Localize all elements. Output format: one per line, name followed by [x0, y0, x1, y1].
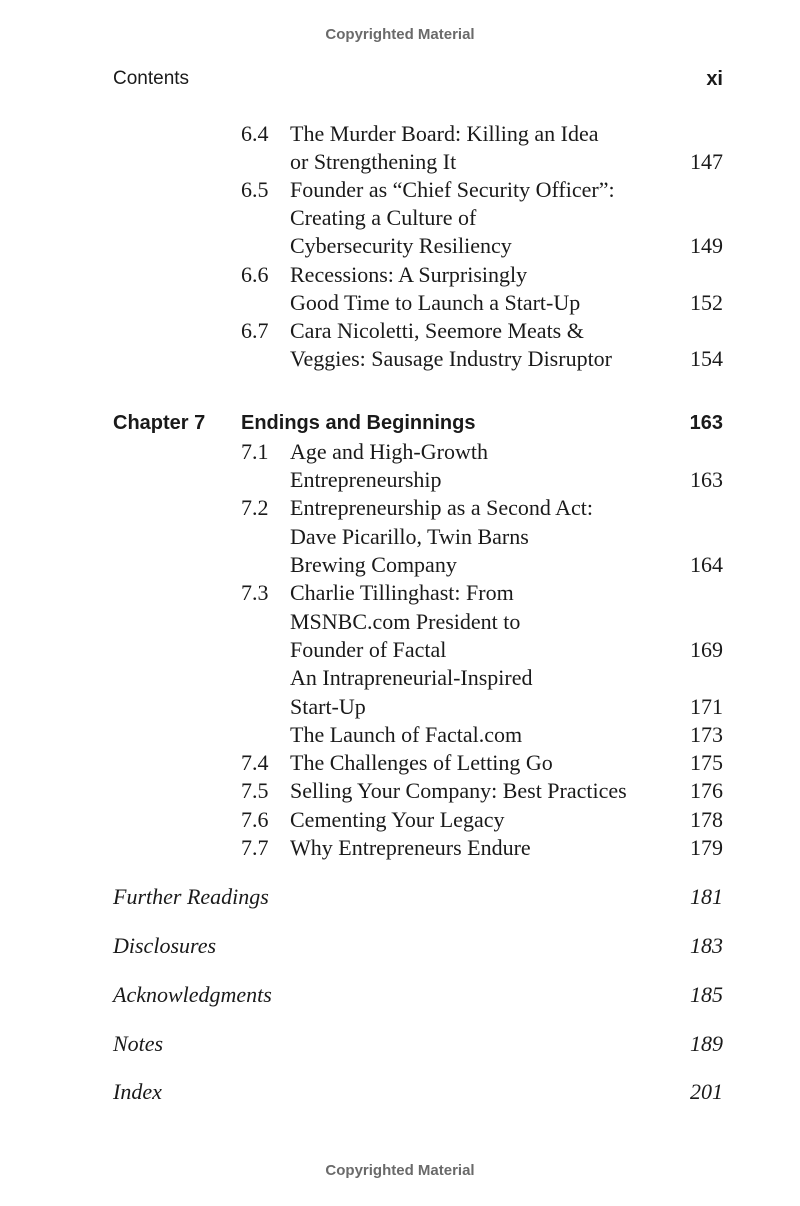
section-number: 6.7	[241, 318, 269, 343]
copyright-banner-bottom: Copyrighted Material	[325, 1162, 475, 1179]
section-number: 7.2	[241, 495, 269, 520]
back-matter-title: Notes	[113, 1031, 164, 1056]
section-number: 6.6	[241, 262, 269, 287]
section-title-cont: Cybersecurity Resiliency	[290, 233, 512, 258]
page-number: 164	[690, 552, 723, 577]
page-number: 173	[690, 722, 723, 747]
toc-entry-7-3-cont[interactable]	[113, 608, 723, 636]
back-matter-title: Disclosures	[113, 933, 217, 958]
section-title-cont: Brewing Company	[290, 552, 457, 577]
section-title-cont: Veggies: Sausage Industry Disruptor	[290, 346, 613, 371]
page-number: 152	[690, 290, 723, 315]
back-matter-title: Further Readings	[113, 884, 269, 909]
page-number: 185	[690, 982, 723, 1007]
toc-entry-7-1[interactable]	[113, 438, 723, 466]
toc-chapter-7[interactable]	[113, 409, 723, 437]
section-title: Selling Your Company: Best Practices	[290, 778, 627, 803]
section-title: The Murder Board: Killing an Idea	[290, 121, 599, 146]
toc-entry-6-5-cont2[interactable]	[113, 232, 723, 260]
toc-acknowledgments[interactable]	[113, 981, 723, 1009]
page-number: 149	[690, 233, 723, 258]
toc-entry-6-6[interactable]	[113, 261, 723, 289]
section-title: Entrepreneurship as a Second Act:	[290, 495, 594, 520]
section-number: 6.5	[241, 177, 269, 202]
page-number: 181	[690, 884, 723, 909]
subsection-title: The Launch of Factal.com	[290, 722, 523, 747]
section-title: Age and High-Growth	[290, 439, 488, 464]
section-number: 7.4	[241, 750, 269, 775]
toc-entry-6-5[interactable]	[113, 176, 723, 204]
toc-notes[interactable]	[113, 1030, 723, 1058]
toc-entry-7-6[interactable]	[113, 806, 723, 834]
toc-entry-7-7[interactable]	[113, 834, 723, 862]
chapter-title: Endings and Beginnings	[241, 412, 476, 434]
toc-entry-7-2[interactable]	[113, 494, 723, 522]
subsection-title-cont: Start-Up	[290, 694, 366, 719]
section-number: 6.4	[241, 121, 269, 146]
section-title-cont: MSNBC.com President to	[290, 609, 521, 634]
toc-entry-7-2-cont2[interactable]	[113, 551, 723, 579]
toc-entry-6-4[interactable]	[113, 120, 723, 148]
toc-entry-7-3[interactable]	[113, 579, 723, 607]
back-matter-title: Acknowledgments	[113, 982, 272, 1007]
section-title: Charlie Tillinghast: From	[290, 580, 514, 605]
section-number: 7.5	[241, 778, 269, 803]
toc-entry-7-1-cont[interactable]	[113, 466, 723, 494]
section-title-cont: or Strengthening It	[290, 149, 457, 174]
chapter-label: Chapter 7	[113, 412, 206, 434]
page-number: 171	[690, 694, 723, 719]
toc-subentry-intrapreneurial-cont[interactable]	[113, 693, 723, 721]
section-number: 7.3	[241, 580, 269, 605]
section-title-cont: Good Time to Launch a Start-Up	[290, 290, 581, 315]
section-title: Recessions: A Surprisingly	[290, 262, 528, 287]
section-number: 7.7	[241, 835, 269, 860]
toc-subentry-launch[interactable]	[113, 721, 723, 749]
toc-entry-6-5-cont[interactable]	[113, 204, 723, 232]
section-number: 7.6	[241, 807, 269, 832]
toc-entry-6-4-cont[interactable]	[113, 148, 723, 176]
section-title: Founder as “Chief Security Officer”:	[290, 177, 615, 202]
section-title: The Challenges of Letting Go	[290, 750, 553, 775]
toc-subentry-intrapreneurial[interactable]	[113, 664, 723, 692]
page-number: 147	[690, 149, 723, 174]
page-number: 175	[690, 750, 723, 775]
toc-further-readings[interactable]	[113, 883, 723, 911]
toc-entry-6-7[interactable]	[113, 317, 723, 345]
section-title-cont: Entrepreneurship	[290, 467, 442, 492]
section-title-cont: Creating a Culture of	[290, 205, 477, 230]
page-folio: xi	[706, 68, 723, 90]
toc-index[interactable]	[113, 1078, 723, 1106]
page-number: 201	[690, 1079, 723, 1104]
page-number: 163	[689, 412, 723, 434]
section-number: 7.1	[241, 439, 269, 464]
running-head-title: Contents	[113, 68, 190, 89]
copyright-banner-top: Copyrighted Material	[325, 26, 475, 43]
page-number: 183	[690, 933, 723, 958]
subsection-title: An Intrapreneurial-Inspired	[290, 665, 533, 690]
toc-entry-6-7-cont[interactable]	[113, 345, 723, 373]
page-number: 154	[690, 346, 723, 371]
toc-entry-7-4[interactable]	[113, 749, 723, 777]
back-matter-title: Index	[113, 1079, 162, 1104]
page-number: 178	[690, 807, 723, 832]
page-number: 169	[690, 637, 723, 662]
toc-entry-7-3-cont2[interactable]	[113, 636, 723, 664]
section-title: Cara Nicoletti, Seemore Meats &	[290, 318, 584, 343]
page-number: 179	[690, 835, 723, 860]
section-title-cont: Founder of Factal	[290, 637, 447, 662]
toc-entry-7-2-cont[interactable]	[113, 523, 723, 551]
section-title: Why Entrepreneurs Endure	[290, 835, 531, 860]
page-number: 163	[690, 467, 723, 492]
page-number: 189	[690, 1031, 723, 1056]
toc-disclosures[interactable]	[113, 932, 723, 960]
toc-entry-7-5[interactable]	[113, 777, 723, 805]
section-title: Cementing Your Legacy	[290, 807, 505, 832]
toc-entry-6-6-cont[interactable]	[113, 289, 723, 317]
page-number: 176	[690, 778, 723, 803]
section-title-cont: Dave Picarillo, Twin Barns	[290, 524, 529, 549]
